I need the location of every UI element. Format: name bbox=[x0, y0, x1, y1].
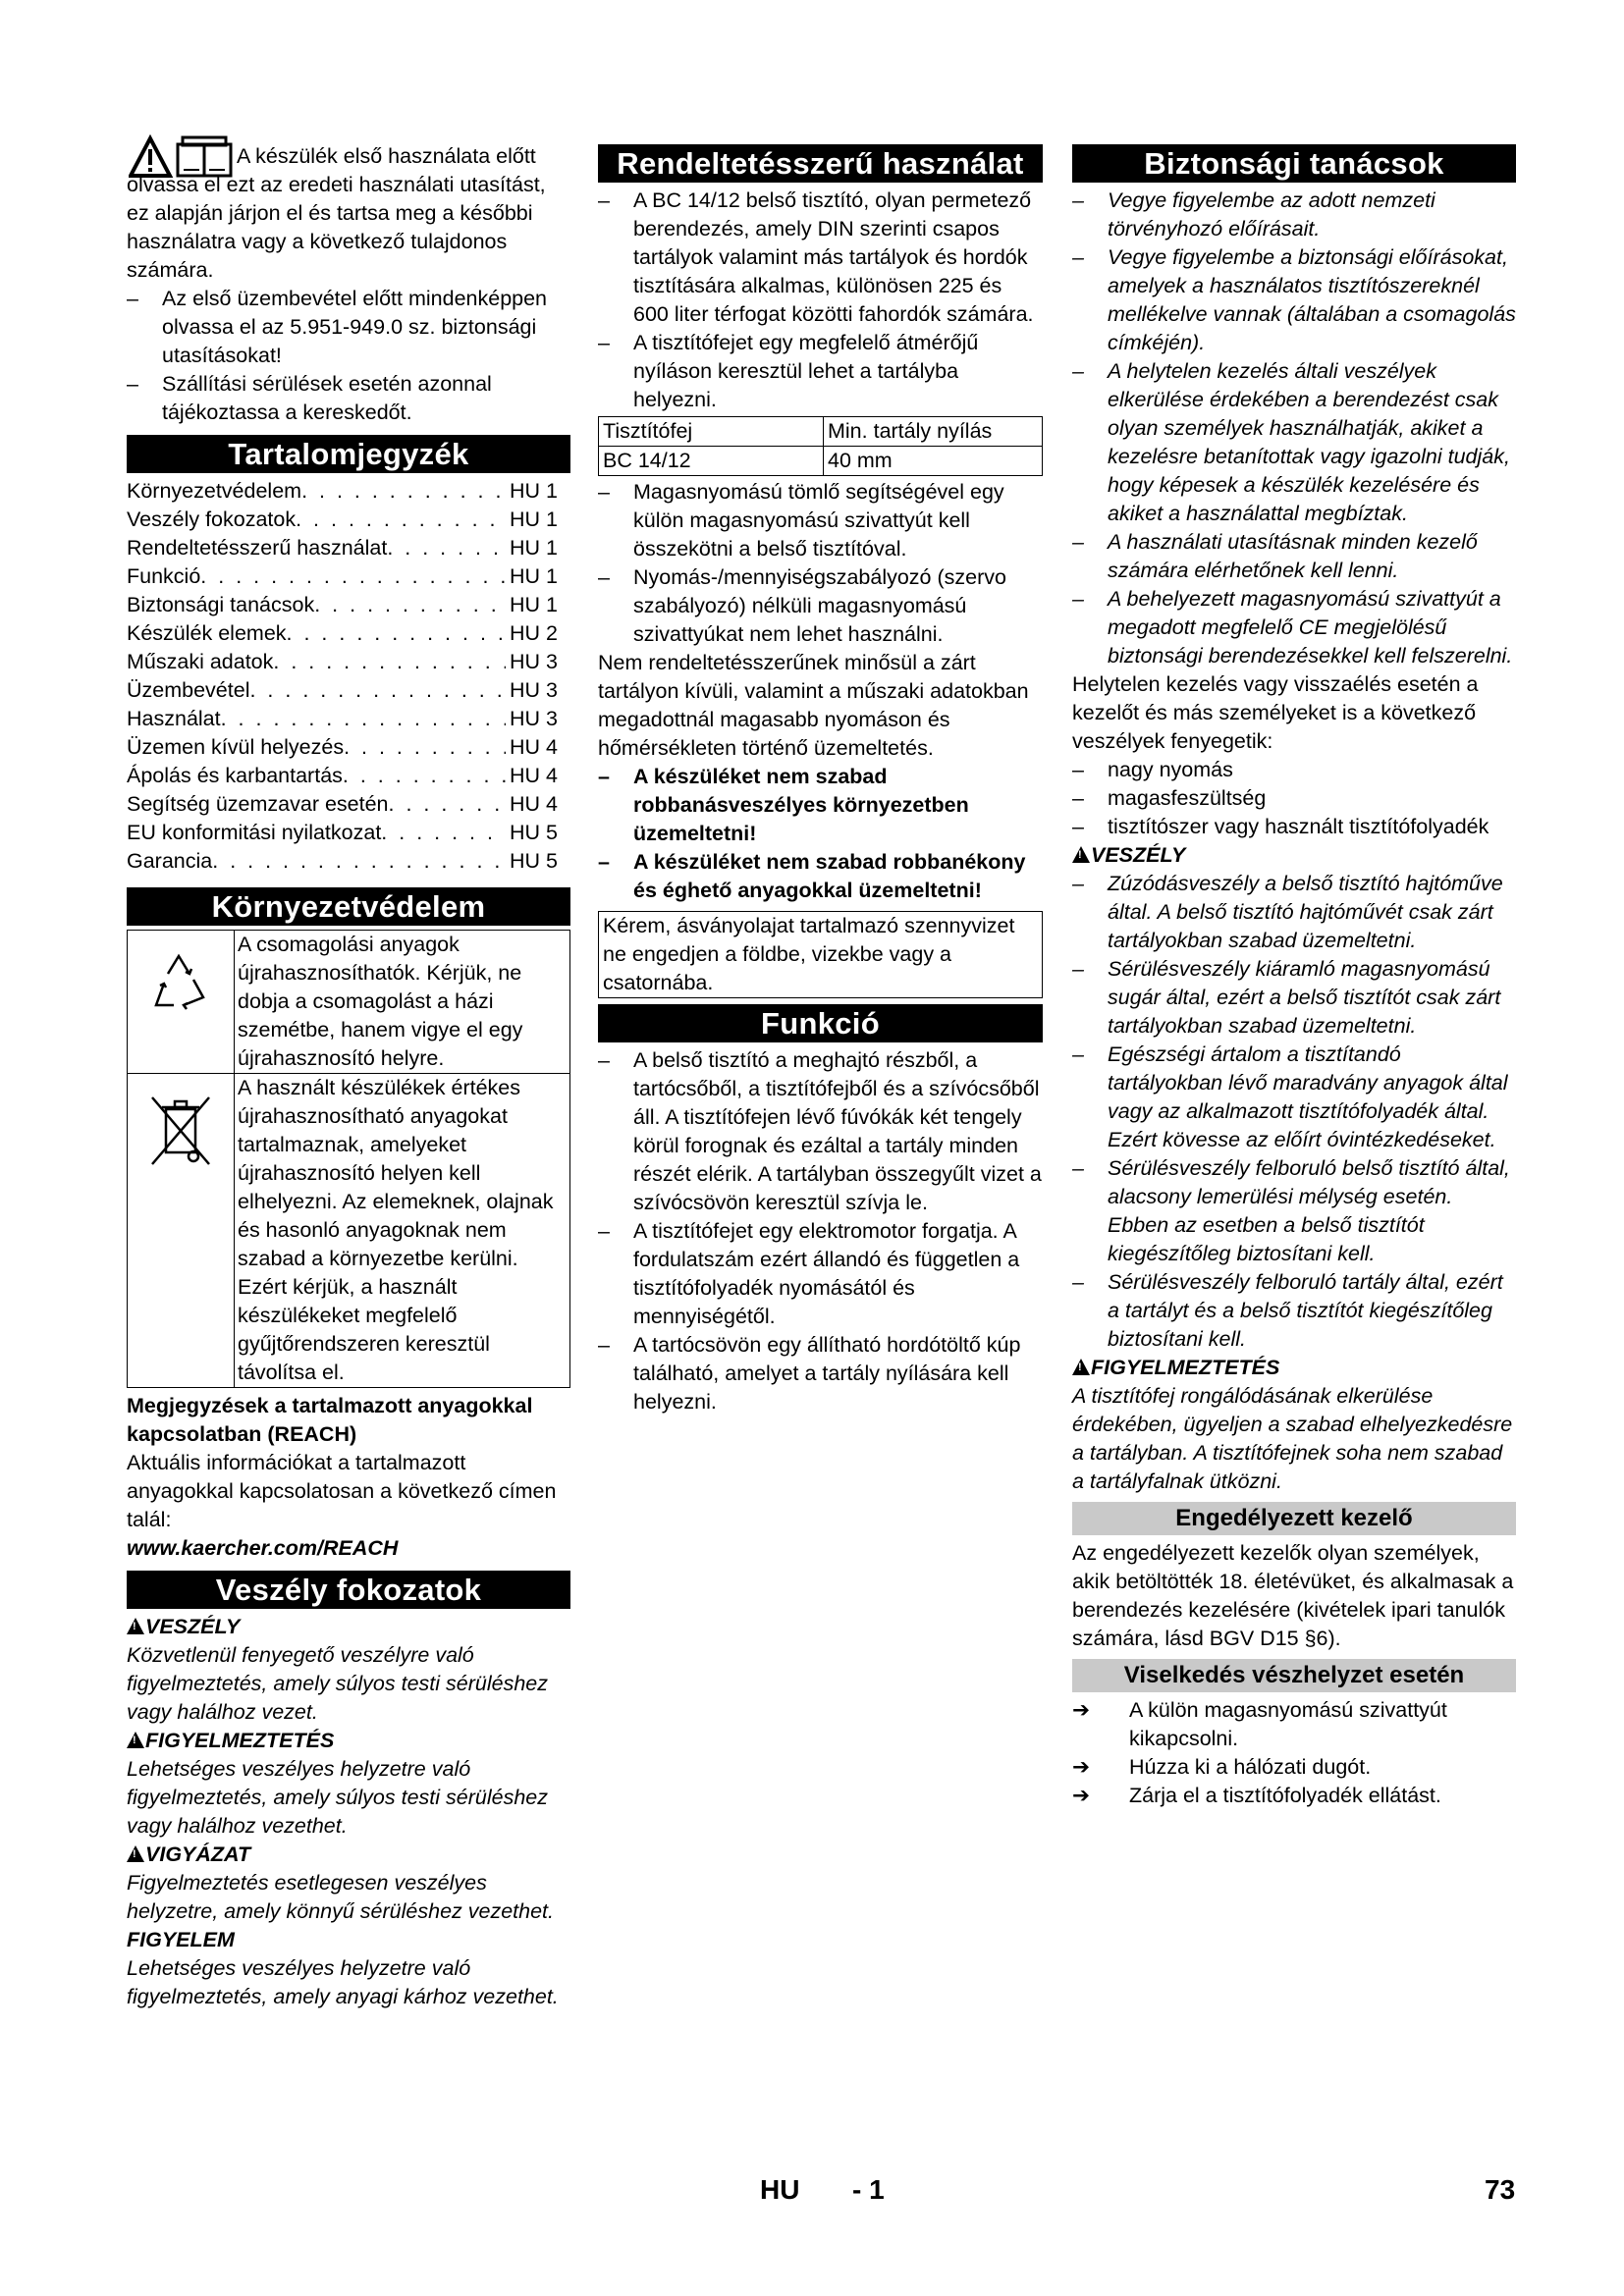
reach-text: Aktuális információkat a tartalmazott anyagokkal kapcsolatosan a következő címen talál: bbox=[127, 1451, 557, 1531]
hazard-item: – nagy nyomás bbox=[1072, 758, 1233, 781]
level-text: Lehetséges veszélyes helyzetre való figyelmeztetés, amely súlyos testi sérüléshez vagy halálhoz vezethet. bbox=[127, 1757, 548, 1838]
oil-notice-box: Kérem, ásványolajat tartalmazó szennyvizet ne engedjen a földbe, vizekbe vagy a csatornába. bbox=[598, 911, 1043, 998]
use-item: – A BC 14/12 belső tisztító, olyan permetező berendezés, amely DIN szerinti csapos tartályok valamint más tartályok és hordók tisztítására alkalmas, különösen 225 és 600 liter térfogat közötti fahordók számára. bbox=[598, 188, 1034, 326]
toc-entry[interactable]: Rendeltetésszerű használat . . . HU 1 bbox=[127, 534, 570, 562]
footer-language: HU bbox=[760, 2174, 800, 2205]
intro-text: A készülék első használata előtt olvassa el ezt az eredeti használati utasítást, ez alapján járjon el és tartsa meg a későbbi használatra vagy a következő tulajdonos számára. bbox=[127, 144, 546, 282]
danger-item: – Egészségi ártalom a tisztítandó tartályokban lévő maradvány anyagok által vagy az alkalmazott tisztítófolyadék által. Ezért kövesse az előírt óvintézkedéseket. bbox=[1072, 1042, 1508, 1151]
danger-level bbox=[127, 1727, 570, 1841]
weee-cell bbox=[128, 1074, 235, 1388]
opening-table bbox=[598, 416, 1043, 476]
warning-triangle-icon bbox=[1072, 846, 1090, 863]
arrow-right-icon: ➔ bbox=[1072, 1698, 1091, 1722]
danger-level bbox=[127, 1926, 570, 2011]
intro-item: – Az első üzembevétel előtt mindenképpen olvassa el az 5.951-949.0 sz. biztonsági utasításokat! bbox=[127, 287, 548, 367]
use-note: Nem rendeltetésszerűnek minősül a zárt tartályon kívüli, valamint a műszaki adatokban megadottnál magasabb nyomáson és hőmérsékleten történő üzemeltetés. bbox=[598, 651, 1029, 760]
danger-item: – Zúzódásveszély a belső tisztító hajtóműve által. A belső tisztító hajtóművét csak zárt tartályokban szabad üzemeltetni. bbox=[1072, 872, 1503, 952]
table-row bbox=[599, 447, 1043, 476]
toc-entry[interactable]: Környezetvédelem . . . HU 1 bbox=[127, 477, 570, 506]
page-number: 73 bbox=[1485, 2174, 1516, 2205]
reach-link[interactable]: www.kaercher.com/REACH bbox=[127, 1536, 399, 1560]
toc-entry[interactable]: Funkció . . . HU 1 bbox=[127, 562, 570, 591]
level-label: FIGYELEM bbox=[127, 1928, 235, 1951]
toc-entry[interactable]: Készülék elemek . . . HU 2 bbox=[127, 619, 570, 648]
toc-entry[interactable]: Veszély fokozatok . . . HU 1 bbox=[127, 506, 570, 534]
toc-entry[interactable]: Üzembevétel . . . HU 3 bbox=[127, 676, 570, 705]
level-text: Közvetlenül fenyegető veszélyre való figyelmeztetés, amely súlyos testi sérüléshez vagy halálhoz vezet. bbox=[127, 1643, 548, 1724]
danger-label: VESZÉLY bbox=[1091, 843, 1186, 867]
toc-entry[interactable]: Ápolás és karbantartás . . . HU 4 bbox=[127, 762, 570, 790]
arrow-right-icon: ➔ bbox=[1072, 1755, 1091, 1779]
toc-entry[interactable]: EU konformitási nyilatkozat . . . HU 5 bbox=[127, 819, 570, 847]
toc-entry[interactable]: Használat . . . HU 3 bbox=[127, 705, 570, 733]
emergency-step: ➔ A külön magasnyomású szivattyút kikapcsolni. bbox=[1072, 1698, 1447, 1750]
function-item: – A belső tisztító a meghajtó részből, a tartócsőből, a tisztítófejből és a szívócsőből áll. A tisztítófejen lévő fúvókák két tengely körül forognak és ezáltal a tartály minden részét elérik. A tartályban összegyűlt vizet a szívócsövön keresztül szívja le. bbox=[598, 1048, 1042, 1214]
hazard-item: – magasfeszültség bbox=[1072, 786, 1267, 810]
warning-triangle-icon bbox=[1072, 1359, 1090, 1375]
warning-book-icon bbox=[129, 134, 233, 180]
level-text: Figyelmeztetés esetlegesen veszélyes helyzetre, amely könnyű sérüléshez vezethet. bbox=[127, 1871, 555, 1923]
recycle-cell bbox=[128, 931, 235, 1074]
emergency-heading: Viselkedés vészhelyzet esetén bbox=[1072, 1659, 1516, 1692]
warning-text: A tisztítófej rongálódásának elkerülése érdekében, ügyeljen a szabad elhelyezkedésre a tartályban. A tisztítófejnek soha nem szabad a tartályfalnak ütközni. bbox=[1072, 1384, 1513, 1493]
toc-entry[interactable]: Segítség üzemzavar esetén . . . HU 4 bbox=[127, 790, 570, 819]
toc-entry[interactable]: Műszaki adatok . . . HU 3 bbox=[127, 648, 570, 676]
reach-heading: Megjegyzések a tartalmazott anyagokkal kapcsolatban (REACH) bbox=[127, 1394, 533, 1446]
toc-entry[interactable]: Garancia . . . HU 5 bbox=[127, 847, 570, 876]
toc-entry[interactable]: Üzemen kívül helyezés . . . HU 4 bbox=[127, 733, 570, 762]
toc-entry[interactable]: Biztonsági tanácsok . . . HU 1 bbox=[127, 591, 570, 619]
use-item: – Nyomás-/mennyiségszabályozó (szervo szabályozó) nélküli magasnyomású szivattyúkat nem lehet használni. bbox=[598, 565, 1006, 646]
intro-item: – Szállítási sérülések esetén azonnal tájékoztassa a kereskedőt. bbox=[127, 372, 492, 424]
environment-table bbox=[127, 930, 570, 1388]
level-label: VESZÉLY bbox=[145, 1615, 241, 1638]
table-of-contents bbox=[127, 477, 570, 876]
danger-item: – Sérülésveszély felboruló tartály által, ezért a tartályt és a belső tisztítót kiegészítőleg biztosítani kell. bbox=[1072, 1270, 1503, 1351]
toc-heading: Tartalomjegyzék bbox=[127, 435, 570, 473]
recycle-icon bbox=[146, 950, 215, 1015]
environment-heading: Környezetvédelem bbox=[127, 887, 570, 926]
danger-level bbox=[127, 1613, 570, 1727]
danger-item: – Sérülésveszély felboruló belső tisztító által, alacsony lemerülési mélység esetén. Ebben az esetben a belső tisztítót kiegészítőleg biztosítani kell. bbox=[1072, 1156, 1510, 1265]
danger-level bbox=[127, 1841, 570, 1926]
safety-heading: Biztonsági tanácsok bbox=[1072, 144, 1516, 183]
table-header-cell: Min. tartály nyílás bbox=[824, 417, 1043, 447]
misuse-text: Helytelen kezelés vagy visszaélés esetén a kezelőt és más személyeket is a következő veszélyek fenyegetik: bbox=[1072, 672, 1479, 753]
danger-item: – Sérülésveszély kiáramló magasnyomású sugár által, ezért a belső tisztítót csak zárt tartályokban szabad üzemeltetni. bbox=[1072, 957, 1501, 1038]
intro-block bbox=[127, 142, 570, 427]
packaging-text: A csomagolási anyagok újrahasznosíthatók. Kérjük, ne dobja a csomagolást a házi szemétbe, hanem vigye el egy újrahasznosító helyre. bbox=[235, 931, 570, 1074]
level-text: Lehetséges veszélyes helyzetre való figyelmeztetés, amely anyagi kárhoz vezethet. bbox=[127, 1956, 559, 2008]
operator-heading: Engedélyezett kezelő bbox=[1072, 1502, 1516, 1535]
table-cell: BC 14/12 bbox=[599, 447, 824, 476]
warning-triangle-icon bbox=[127, 1618, 144, 1634]
warning-triangle-icon bbox=[127, 1845, 144, 1862]
use-item: – Magasnyomású tömlő segítségével egy külön magasnyomású szivattyút kell összekötni a belső tisztítóval. bbox=[598, 480, 1004, 561]
crossed-bin-icon bbox=[148, 1094, 213, 1172]
function-item: – A tartócsövön egy állítható hordótöltő kúp található, amelyet a tartály nyílására kell helyezni. bbox=[598, 1333, 1021, 1414]
safety-item: – A behelyezett magasnyomású szivattyút a megadott megfelelő CE megjelölésű biztonsági berendezésekkel kell felszerelni. bbox=[1072, 587, 1513, 667]
emergency-step: ➔ Húzza ki a hálózati dugót. bbox=[1072, 1753, 1516, 1782]
use-item: – A tisztítófejet egy megfelelő átmérőjű nyíláson keresztül lehet a tartályba helyezni. bbox=[598, 331, 979, 411]
safety-item: – A használati utasításnak minden kezelő számára elérhetőnek kell lenni. bbox=[1072, 530, 1478, 582]
danger-levels-heading: Veszély fokozatok bbox=[127, 1571, 570, 1609]
hazard-item: – tisztítószer vagy használt tisztítófolyadék bbox=[1072, 815, 1489, 838]
level-label: FIGYELMEZTETÉS bbox=[145, 1729, 335, 1752]
column-3 bbox=[1072, 142, 1516, 1810]
safety-item: – Vegye figyelembe az adott nemzeti törvényhozó előírásait. bbox=[1072, 188, 1435, 240]
arrow-right-icon: ➔ bbox=[1072, 1784, 1091, 1807]
operator-text: Az engedélyezett kezelők olyan személyek, akik betöltötték 18. életévüket, és alkalmasak a berendezés kezelésére (kivételek ipari tanulók számára, lásd BGV D15 §6). bbox=[1072, 1541, 1514, 1650]
use-warning: – A készüléket nem szabad robbanásveszélyes környezetben üzemeltetni! bbox=[598, 765, 969, 845]
table-row bbox=[599, 417, 1043, 447]
function-item: – A tisztítófejet egy elektromotor forgatja. A fordulatszám ezért állandó és független a tisztítófolyadék nyomásától és mennyiségétől. bbox=[598, 1219, 1020, 1328]
level-label: VIGYÁZAT bbox=[145, 1842, 251, 1866]
intended-use-heading: Rendeltetésszerű használat bbox=[598, 144, 1043, 183]
warning-triangle-icon bbox=[127, 1732, 144, 1748]
footer-section: - 1 bbox=[852, 2174, 885, 2205]
safety-item: – A helytelen kezelés általi veszélyek elkerülése érdekében a berendezést csak olyan személyek használhatják, akiket a kezelésre betanítottak vagy igazolni tudják, hogy képesek a készülék kezelésére és akiket a használattal megbíztak. bbox=[1072, 359, 1510, 525]
safety-item: – Vegye figyelembe a biztonsági előírásokat, amelyek a használatos tisztítószereknél mellékelve vannak (általában a csomagolás címkéjén). bbox=[1072, 245, 1516, 354]
column-1 bbox=[127, 142, 570, 2011]
function-heading: Funkció bbox=[598, 1004, 1043, 1042]
warning-label: FIGYELMEZTETÉS bbox=[1091, 1356, 1280, 1379]
table-cell: 40 mm bbox=[824, 447, 1043, 476]
use-warning: – A készüléket nem szabad robbanékony és éghető anyagokkal üzemeltetni! bbox=[598, 850, 1026, 902]
column-2 bbox=[598, 142, 1043, 1416]
devices-text: A használt készülékek értékes újrahasznosítható anyagokat tartalmaznak, amelyeket újrahasznosító helyen kell elhelyezni. Az elemeknek, olajnak és hasonló anyagoknak nem szabad a környezetbe kerülni. Ezért kérjük, a használt készülékeket megfelelő gyűjtőrendszeren keresztül távolítsa el. bbox=[235, 1074, 570, 1388]
table-header-cell: Tisztítófej bbox=[599, 417, 824, 447]
emergency-step: ➔ Zárja el a tisztítófolyadék ellátást. bbox=[1072, 1782, 1516, 1810]
